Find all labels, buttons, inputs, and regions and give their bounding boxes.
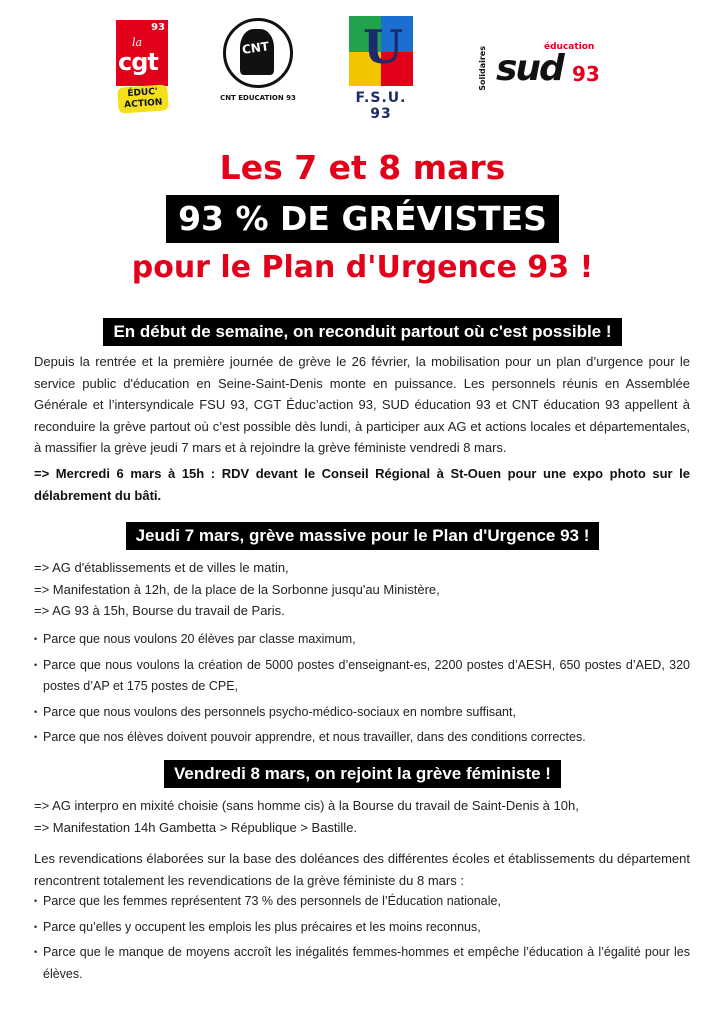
fsu-letter: U: [363, 20, 404, 74]
logo-bar: [0, 16, 725, 120]
section1-paragraph: Depuis la rentrée et la première journée de grève le 26 février, la mobilisation pour un plan d’urgence pour le service public d'éducation en Seine-Saint-Denis monte en puissance. Les personnels réunis en Assemblée Générale et l’intersyndicale FSU 93, CGT Éduc’action 93, SUD éducation 93 et CNT éducation 93 appellent à reconduire la grève partout où c’est possible dès lundi, à participer aux AG et actions locales et départementales, à massifier la grève jeudi 7 mars et à rejoindre la grève féministe vendredi 8 mars.: [34, 354, 690, 455]
cnt-caption: CNT EDUCATION 93: [220, 94, 296, 102]
section2-heading-band: [0, 522, 725, 550]
section2-bullets: [34, 629, 690, 753]
section1-heading: En début de semaine, on reconduit partout où c'est possible !: [103, 318, 621, 346]
sud-logo: [478, 42, 610, 102]
list-item: • Parce que nous voulons la création de 5000 postes d’enseignant-es, 2200 postes d’AESH, 650 postes d’AED, 320 postes d’AP et 175 postes de CPE,: [34, 655, 690, 698]
section2-actions: [34, 557, 694, 622]
sud-number: 93: [572, 62, 600, 86]
section1-heading-band: [0, 318, 725, 346]
sud-name: sud: [496, 48, 563, 89]
list-item: • Parce que nos élèves doivent pouvoir apprendre, et nous travailler, dans des conditions correctes.: [34, 727, 690, 749]
section2-heading: Jeudi 7 mars, grève massive pour le Plan d'Urgence 93 !: [126, 522, 600, 550]
sud-education: éducation: [544, 42, 595, 52]
cnt-circle-icon: [223, 18, 293, 88]
section3-heading: Vendredi 8 mars, on rejoint la grève féministe !: [164, 760, 561, 788]
section3-actions: [34, 795, 694, 838]
title-strikers: 93 % DE GRÉVISTES: [166, 195, 559, 243]
cnt-initials: CNT: [241, 39, 270, 57]
list-item: => AG 93 à 15h, Bourse du travail de Paris.: [34, 603, 285, 618]
fsu-caption: F.S.U. 93: [355, 90, 407, 122]
title-plan: pour le Plan d'Urgence 93 !: [131, 250, 594, 285]
cnt-logo: [220, 18, 296, 118]
cgt-name: cgt: [118, 48, 158, 76]
list-item: • Parce que le manque de moyens accroît les inégalités femmes-hommes et empêche l’éducation à l’égalité pour les élèves.: [34, 942, 690, 985]
list-item: • Parce que nous voulons des personnels psycho-médico-sociaux en nombre suffisant,: [34, 702, 690, 724]
list-item: • Parce qu’elles y occupent les emplois les plus précaires et les moins reconnus,: [34, 917, 690, 939]
section3-bullets: [34, 891, 690, 989]
cgt-la: la: [132, 36, 143, 49]
list-item: => AG interpro en mixité choisie (sans homme cis) à la Bourse du travail de Saint-Denis à 10h,: [34, 798, 579, 813]
list-item: • Parce que nous voulons 20 élèves par classe maximum,: [34, 629, 690, 651]
section1-highlight: => Mercredi 6 mars à 15h : RDV devant le Conseil Régional à St-Ouen pour une expo photo sur le délabrement du bâti.: [34, 466, 690, 503]
section3-paragraph: Les revendications élaborées sur la base des doléances des différentes écoles et établissements du département rencontrent totalement les revendications de la grève féministe du 8 mars :: [34, 851, 690, 888]
list-item: => Manifestation 14h Gambetta > République > Bastille.: [34, 819, 358, 835]
title-strikers-wrap: [0, 195, 725, 243]
list-item: => Manifestation à 12h, de la place de la Sorbonne jusqu'au Ministère,: [34, 581, 440, 597]
cgt-sub: ÉDUC' ACTION: [117, 84, 169, 113]
fsu-color-blocks-icon: [349, 16, 413, 86]
cgt-logo: [116, 20, 168, 116]
list-item: • Parce que les femmes représentent 73 % des personnels de l’Éducation nationale,: [34, 891, 690, 913]
section3-heading-band: [0, 760, 725, 788]
list-item: => AG d'établissements et de villes le matin,: [34, 560, 289, 575]
sud-solidaires: Solidaires: [478, 46, 487, 91]
fsu-logo: [345, 16, 417, 120]
cgt-number: 93: [151, 22, 165, 33]
title-dates: Les 7 et 8 mars: [219, 148, 506, 187]
